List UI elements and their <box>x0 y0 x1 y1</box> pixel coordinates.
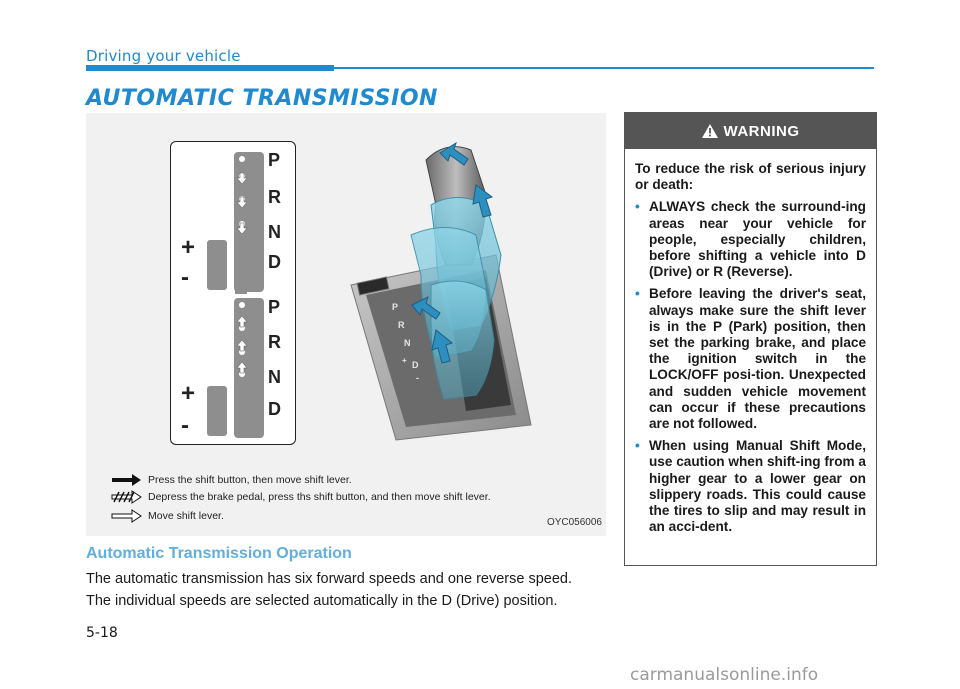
shifter-plus: + <box>402 356 407 365</box>
shifter-letter-r: R <box>398 320 405 330</box>
header-rule-thin <box>334 67 874 69</box>
section-heading: Automatic Transmission Operation <box>86 545 352 562</box>
legend-text: Depress the brake pedal, press ths shift button, and then move shift lever. <box>148 491 491 503</box>
warning-item <box>635 286 866 432</box>
warning-intro: To reduce the risk of serious injury or death: <box>635 161 866 193</box>
warning-list <box>635 199 866 535</box>
warning-item-text: When using Manual Shift Mode, use caution when shift-ing from a higher gear to a lower gear on slippery roads. This could cause the tires to slip and may result in an acci-dent. <box>649 438 866 535</box>
gate-arrows-icon <box>171 142 297 446</box>
body-text-line: The automatic transmission has six forward speeds and one reverse speed. <box>86 571 572 587</box>
warning-body <box>625 149 876 535</box>
hatched-arrow-icon <box>110 490 142 504</box>
gate-letter-n: N <box>268 222 281 242</box>
solid-arrow-icon <box>110 473 142 487</box>
shift-pattern-figure <box>86 113 606 536</box>
shifter-letter-d: D <box>412 360 419 370</box>
warning-label: WARNING <box>723 122 800 140</box>
warning-box <box>624 112 877 566</box>
page-number: 5-18 <box>86 625 118 641</box>
gate-letter-d: D <box>268 252 281 272</box>
shifter-letter-p: P <box>392 302 399 312</box>
warning-item <box>635 199 866 280</box>
legend-item <box>110 509 590 525</box>
warning-header <box>625 113 876 149</box>
section-label: Driving your vehicle <box>86 47 241 65</box>
bullet-icon: • <box>635 438 640 454</box>
shifter-minus: - <box>416 373 419 383</box>
manual-plus-sign: + <box>181 234 196 261</box>
figure-code: OYC056006 <box>546 517 602 528</box>
warning-triangle-icon <box>702 124 718 138</box>
manual-minus-sign: - <box>181 264 189 291</box>
gate-letter-p: P <box>268 150 281 170</box>
bullet-icon: • <box>635 286 640 302</box>
legend-item <box>110 490 590 506</box>
shifter-letter-n: N <box>404 338 411 348</box>
manual-plus-sign: + <box>181 380 196 407</box>
shift-gate-diagram <box>170 141 296 445</box>
warning-item-text: Before leaving the driver's seat, always make sure the shift lever is in the P (Park) position, then set the parking brake, and place the ignition switch in the LOCK/OFF posi-tion. Unexpected and sudden vehicle movement can occur if these precautions are not followed. <box>649 286 866 432</box>
warning-item-text: ALWAYS check the surround-ing areas near your vehicle for people, especially children, before shifting a vehicle into D (Drive) or R (Reverse). <box>649 199 866 280</box>
outline-arrow-icon <box>110 509 142 523</box>
gate-letter-n: N <box>268 367 281 387</box>
gate-letter-d: D <box>268 399 281 419</box>
legend-item <box>110 473 590 489</box>
shift-lever-illustration <box>336 135 606 455</box>
watermark[interactable]: carmanualsonline.info <box>630 665 819 685</box>
header-rule-thick <box>86 65 334 71</box>
bullet-icon: • <box>635 199 640 215</box>
legend-text: Move shift lever. <box>148 510 224 522</box>
gate-letter-r: R <box>268 332 281 352</box>
body-text-line: The individual speeds are selected automatically in the D (Drive) position. <box>86 593 558 609</box>
page-title: AUTOMATIC TRANSMISSION <box>86 86 438 111</box>
gate-letter-r: R <box>268 187 281 207</box>
legend-text: Press the shift button, then move shift lever. <box>148 474 352 486</box>
gate-letter-p: P <box>268 297 281 317</box>
warning-item <box>635 438 866 535</box>
manual-minus-sign: - <box>181 412 189 439</box>
